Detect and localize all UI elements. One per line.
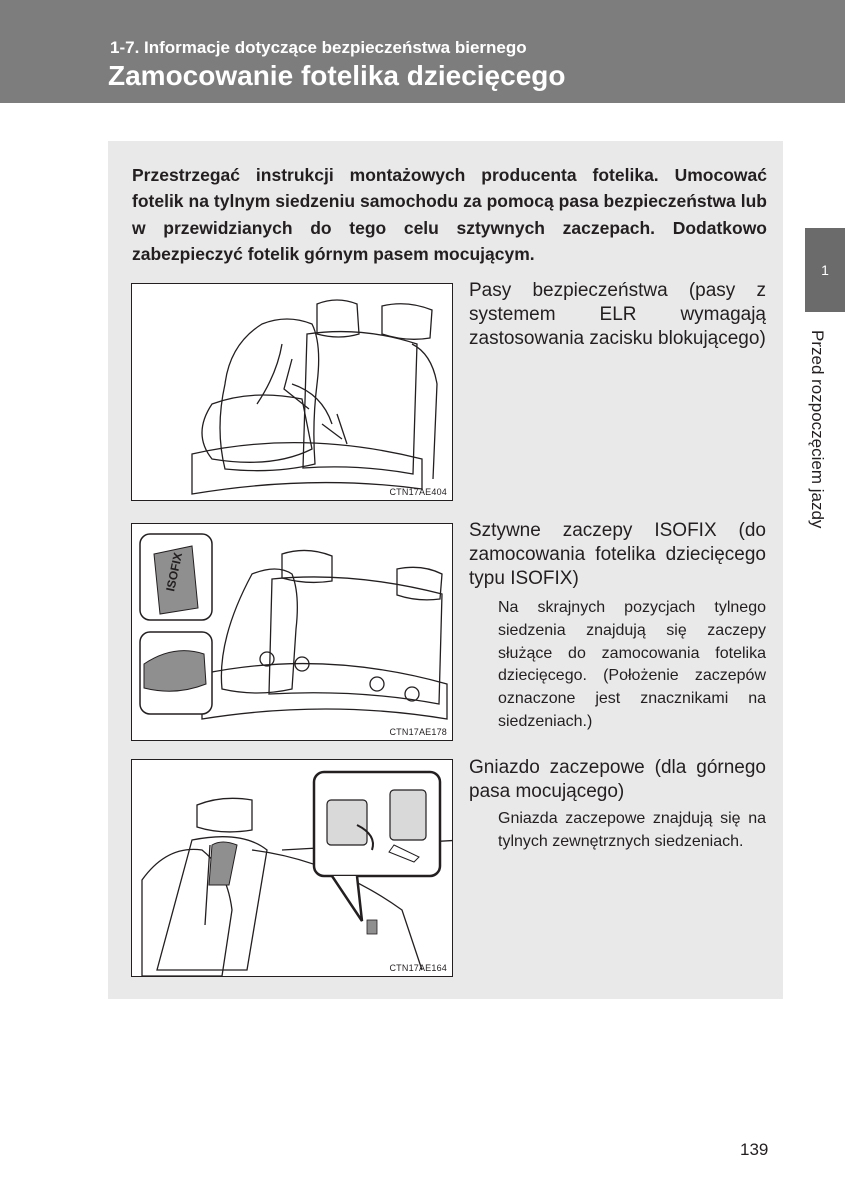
intro-paragraph: Przestrzegać instrukcji montażowych producenta fotelika. Umocować fotelik na tylnym siedzeniu samochodu za pomocą pasa bezpieczeństwa lub w przewidzianych do tego celu sztywnych zaczepach. Dodatkowo zabezpieczyć fotelik górnym pasem mocującym. bbox=[132, 165, 767, 264]
isofix-illustration bbox=[132, 524, 452, 740]
figure-isofix bbox=[131, 523, 453, 741]
page-number: 139 bbox=[740, 1140, 769, 1159]
seatbelt-heading: Pasy bezpieczeństwa (pasy z systemem ELR wymagają zastosowania zacisku blokującego) bbox=[469, 280, 766, 349]
isofix-heading: Sztywne zaczepy ISOFIX (do zamocowania fotelika dziecięcego typu ISOFIX) bbox=[469, 520, 766, 589]
isofix-label: ISOFIX bbox=[163, 551, 186, 593]
chapter-number: 1 bbox=[821, 262, 829, 278]
seatbelt-illustration bbox=[132, 284, 452, 500]
tether-illustration bbox=[132, 760, 452, 976]
tether-note: Gniazda zaczepowe znajdują się na tylnych zewnętrznych siedzeniach. bbox=[498, 810, 766, 850]
figure-seatbelt-childseat bbox=[131, 283, 453, 501]
chapter-tab bbox=[805, 228, 845, 312]
isofix-note: Na skrajnych pozycjach tylnego siedzenia znajdują się zaczepy służące do zamocowania fotelika dziecięcego. (Położenie zaczepów oznaczone jest znacznikami na siedzeniach.) bbox=[498, 599, 766, 730]
figure-code: CTN17AE164 bbox=[389, 963, 447, 973]
figure-code: CTN17AE178 bbox=[389, 727, 447, 737]
page-title: Zamocowanie fotelika dziecięcego bbox=[108, 60, 566, 91]
tether-heading: Gniazdo zaczepowe (dla górnego pasa mocującego) bbox=[469, 757, 766, 802]
chapter-name: Przed rozpoczęciem jazdy bbox=[808, 330, 827, 529]
figure-tether-anchor bbox=[131, 759, 453, 977]
chapter-header bbox=[0, 0, 845, 103]
figure-code: CTN17AE404 bbox=[389, 487, 447, 497]
section-subtitle: 1-7. Informacje dotyczące bezpieczeństwa biernego bbox=[110, 38, 527, 57]
chapter-side-label bbox=[807, 330, 833, 560]
